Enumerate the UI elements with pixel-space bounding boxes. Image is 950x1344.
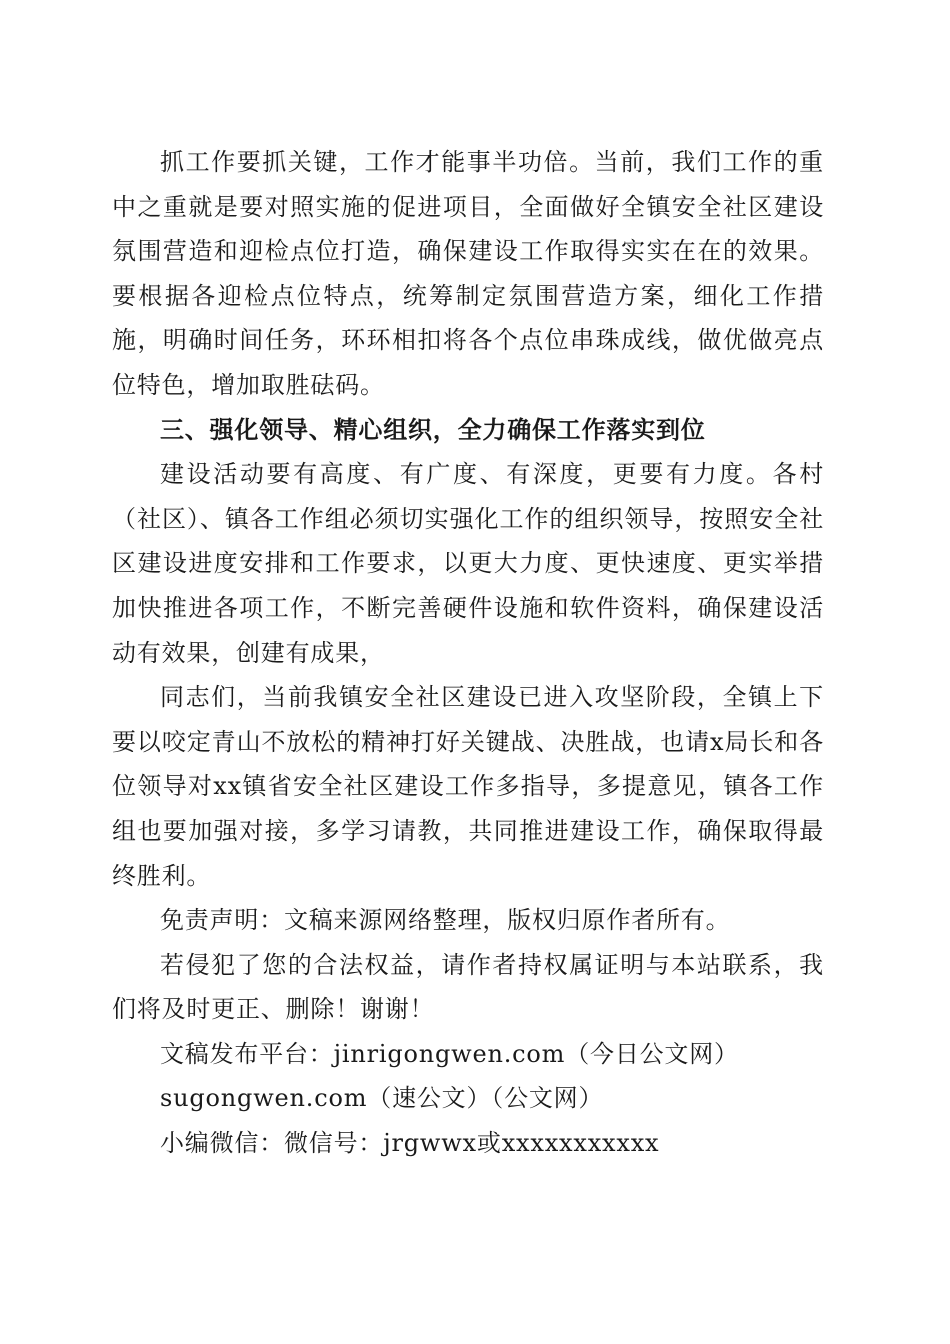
platform-site-line: sugongwen.com（速公文）（公文网） xyxy=(160,1084,604,1113)
document-body xyxy=(112,140,824,1166)
paragraph-key-work: 抓工作要抓关键，工作才能事半功倍。当前，我们工作的重中之重就是要对照实施的促进项目，全面做好全镇安全社区建设氛围营造和迎检点位打造，确保建设工作取得实实在在的效果。要根据各迎检点位特点，统筹制定氛围营造方案，细化工作措施，明确时间任务，环环相扣将各个点位串珠成线，做优做亮点位特色，增加取胜砝码。 xyxy=(112,148,824,399)
paragraph-construction-activities: 建设活动要有高度、有广度、有深度，更要有力度。各村（社区）、镇各工作组必须切实强化工作的组织领导，按照安全社区建设进度安排和工作要求，以更大力度、更快速度、更实举措加快推进各项工作，不断完善硬件设施和软件资料，确保建设活动有效果，创建有成果， xyxy=(112,460,824,667)
publish-platform-line: 文稿发布平台：jinrigongwen.com（今日公文网） xyxy=(160,1039,739,1068)
section-heading-three: 三、强化领导、精心组织，全力确保工作落实到位 xyxy=(160,415,706,444)
infringement-notice: 若侵犯了您的合法权益，请作者持权属证明与本站联系，我们将及时更正、删除！谢谢！ xyxy=(112,950,824,1024)
disclaimer-line: 免责声明：文稿来源网络整理，版权归原作者所有。 xyxy=(160,906,731,935)
editor-wechat-line: 小编微信：微信号：jrgwwx或xxxxxxxxxxx xyxy=(160,1129,660,1158)
paragraph-comrades: 同志们，当前我镇安全社区建设已进入攻坚阶段，全镇上下要以咬定青山不放松的精神打好关键战、决胜战，也请x局长和各位领导对xx镇省安全社区建设工作多指导，多提意见，镇各工作组也要加强对接，多学习请教，共同推进建设工作，确保取得最终胜利。 xyxy=(112,683,824,890)
